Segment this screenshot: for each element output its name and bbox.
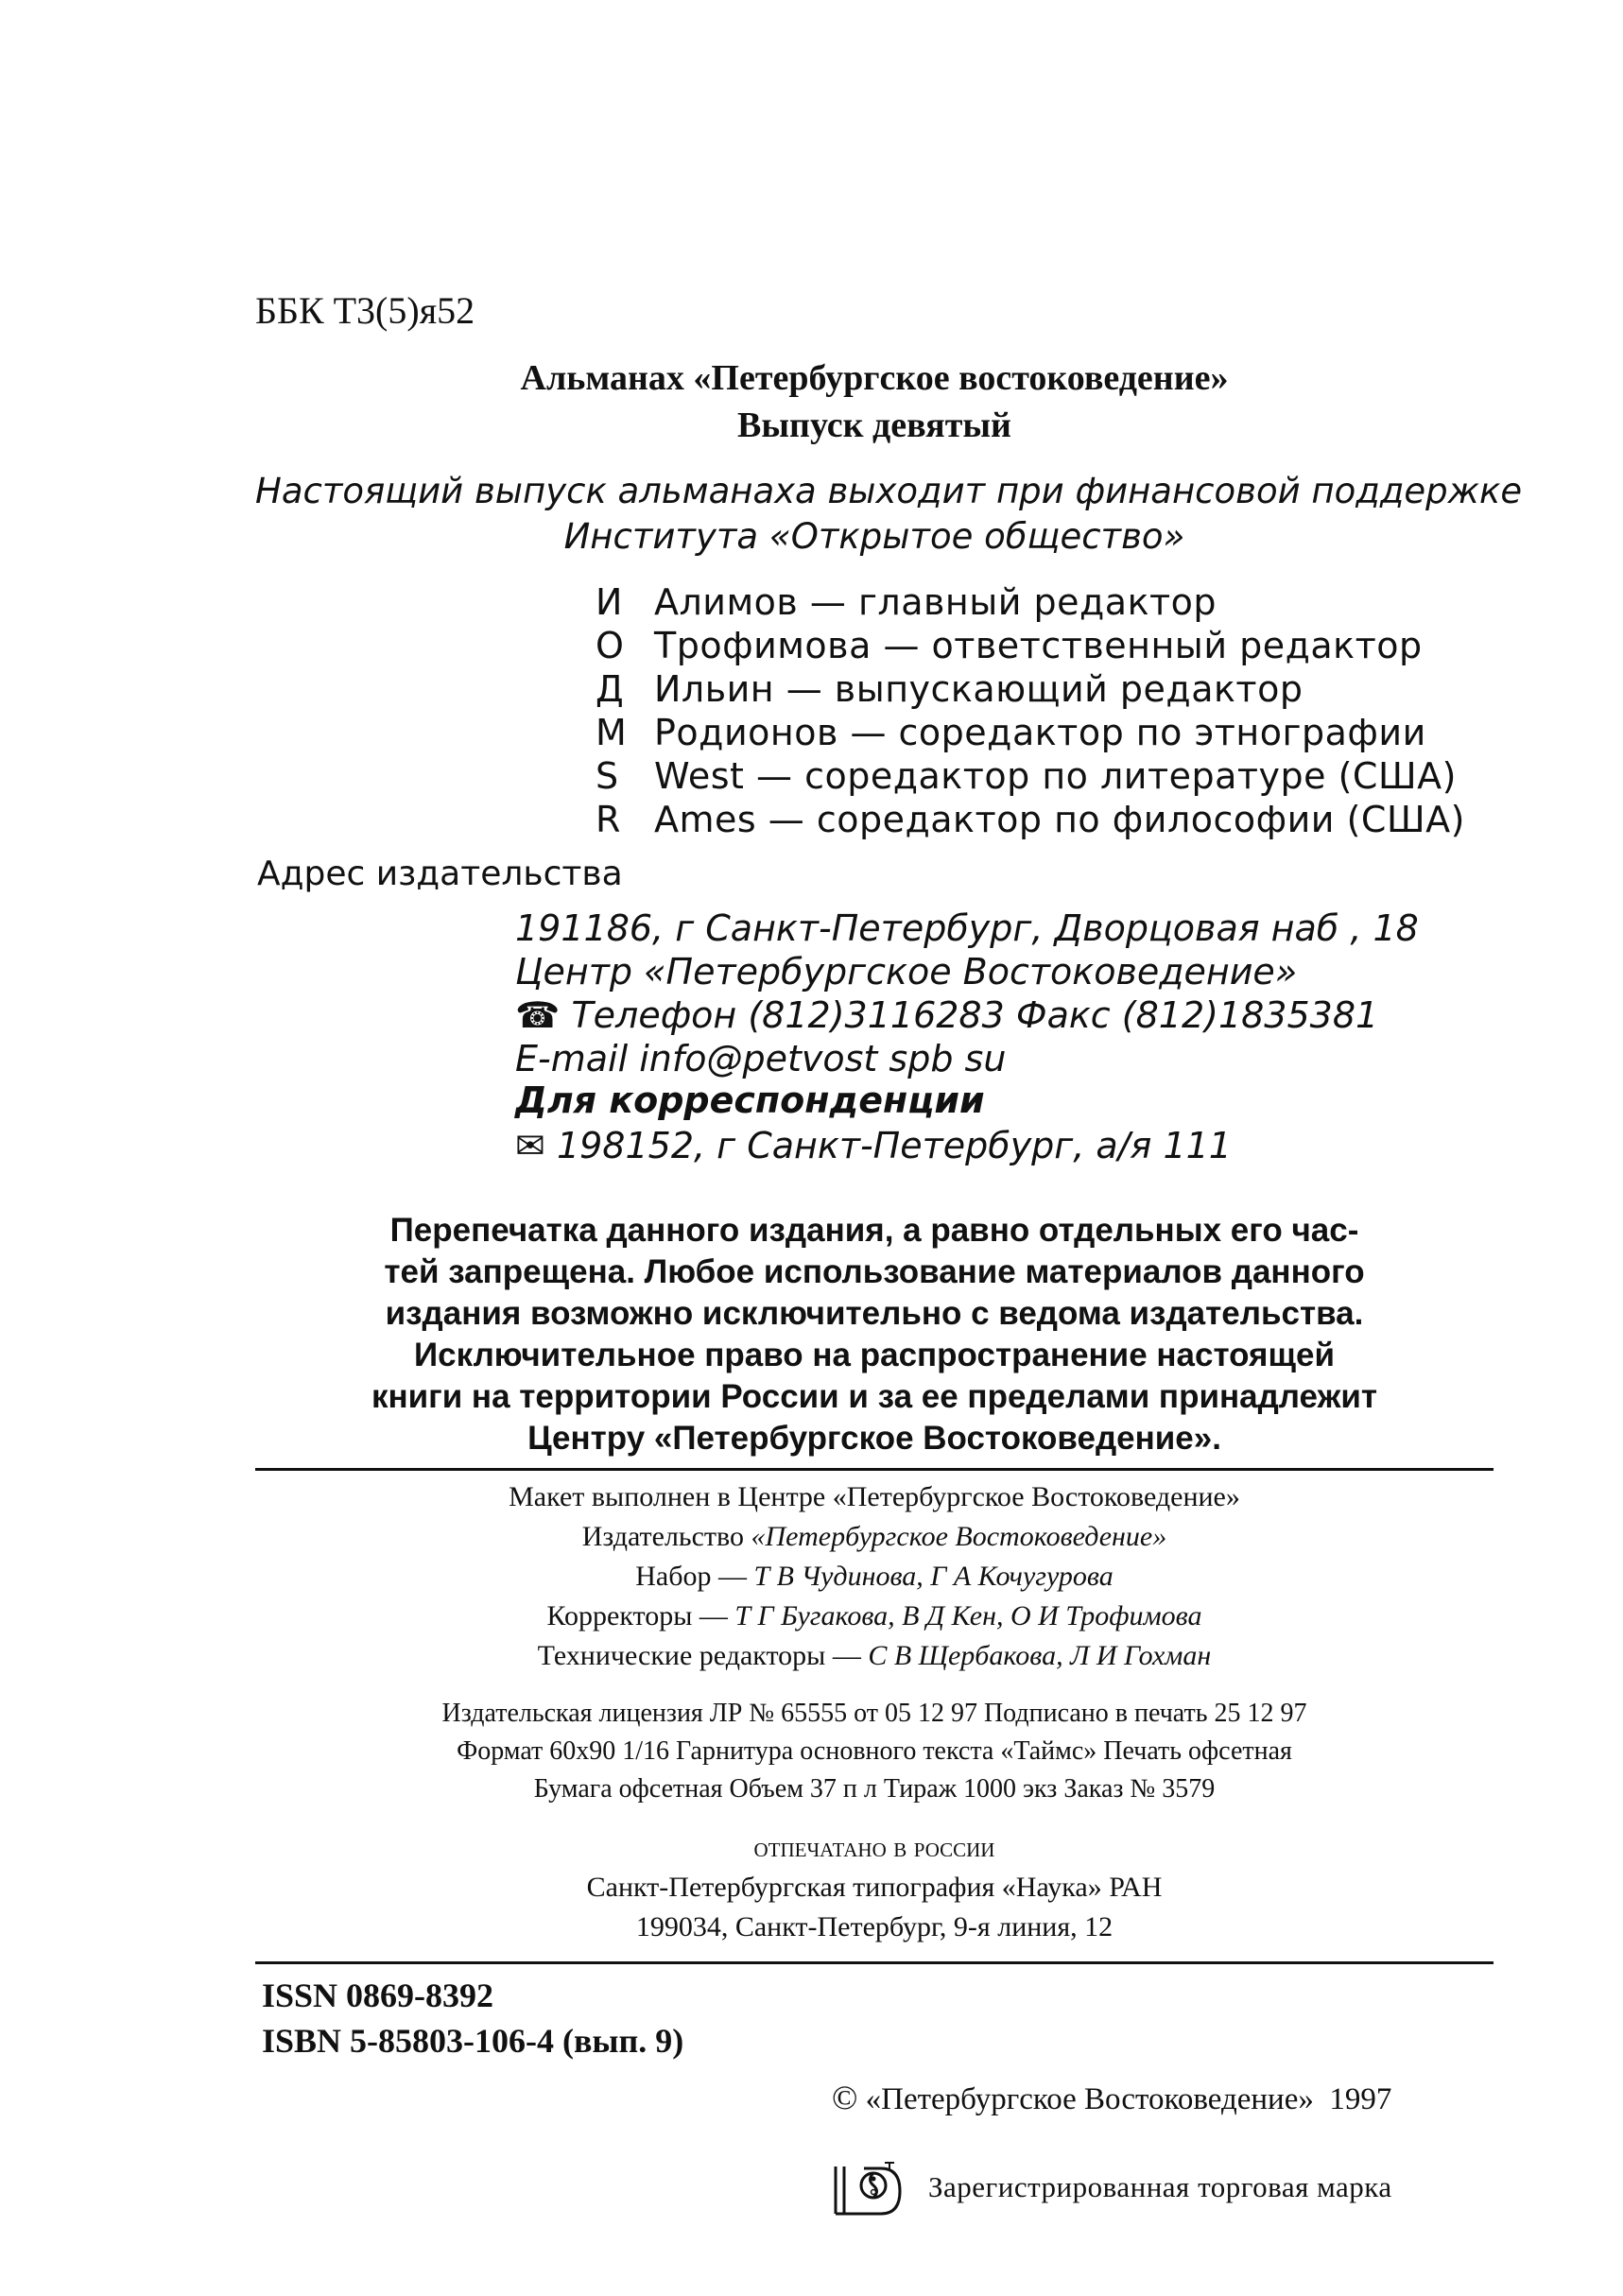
- print-info-line: Формат 60х90 1/16 Гарнитура основного текста «Таймс» Печать офсетная: [457, 1736, 1292, 1766]
- tech-credit: [255, 1640, 1494, 1672]
- editor-initial: И: [596, 581, 623, 623]
- support-line-1: Настоящий выпуск альманаха выходит при финансовой поддержке: [255, 471, 1523, 511]
- printer-address: 199034, Санкт-Петербург, 9-я линия, 12: [635, 1911, 1114, 1942]
- typeset-label: Набор —: [635, 1561, 747, 1592]
- tech-label: Технические редакторы —: [537, 1640, 861, 1671]
- editor-text: Ames — соредактор по философии (США): [654, 799, 1465, 840]
- printed-in-russia: отпечатано в россии: [753, 1832, 995, 1863]
- correspondence-label: Для корреспонденции: [515, 1079, 985, 1121]
- divider: [255, 1468, 1494, 1471]
- copyright-icon: ©: [832, 2079, 858, 2116]
- phone-text: Телефон (812)3116283 Факс (812)1835381: [571, 994, 1379, 1036]
- almanac-title: Альманах «Петербургское востоковедение»: [520, 358, 1229, 398]
- notice-line: издания возможно исключительно с ведома издательства.: [385, 1295, 1364, 1332]
- notice-line: книги на территории России и за ее пределами принадлежит: [371, 1378, 1378, 1415]
- correspondence-line: [515, 1125, 1232, 1166]
- notice-line: Исключительное право на распространение настоящей: [414, 1337, 1335, 1373]
- editor-text: Алимов — главный редактор: [654, 581, 1217, 623]
- phone-icon: ☎: [515, 994, 561, 1036]
- support-line-2: Института «Открытое общество»: [563, 516, 1185, 557]
- copyright-line: [832, 2078, 1391, 2117]
- editor-row: [596, 799, 1465, 840]
- trademark-text: Зарегистрированная торговая марка: [928, 2170, 1392, 2203]
- copyright-year: 1997: [1329, 2082, 1392, 2116]
- phone-line: [515, 994, 1378, 1036]
- editor-row: [596, 625, 1423, 666]
- isbn: ISBN 5-85803-106-4 (вып. 9): [262, 2022, 684, 2060]
- proof-credit: [255, 1600, 1494, 1632]
- printer-name: Санкт-Петербургская типография «Наука» РАН: [586, 1872, 1163, 1903]
- copyright-holder: «Петербургское Востоковедение»: [865, 2082, 1314, 2116]
- address-label: Адрес издательства: [257, 855, 623, 893]
- notice-line: Центру «Петербургское Востоковедение».: [527, 1420, 1221, 1457]
- editor-text: Трофимова — ответственный редактор: [654, 625, 1423, 666]
- tech-names: С В Щербакова, Л И Гохман: [868, 1640, 1212, 1671]
- editor-text: Ильин — выпускающий редактор: [654, 668, 1304, 710]
- publisher-label: Издательство: [581, 1521, 744, 1552]
- editor-initial: О: [596, 625, 625, 666]
- issue-title: Выпуск девятый: [737, 406, 1011, 445]
- notice-line: тей запрещена. Любое использование материалов данного: [384, 1253, 1365, 1290]
- editor-initial: М: [596, 712, 628, 753]
- correspondence-address: 198152, г Санкт-Петербург, а/я 111: [556, 1125, 1232, 1166]
- bbk-code: ББК Т3(5)я52: [255, 289, 475, 332]
- typeset-credit: [255, 1561, 1494, 1593]
- layout-credit: Макет выполнен в Центре «Петербургское Востоковедение»: [509, 1481, 1240, 1512]
- editor-initial: R: [596, 799, 621, 840]
- publisher-name: «Петербургское Востоковедение»: [751, 1521, 1167, 1552]
- address-line-1: 191186, г Санкт-Петербург, Дворцовая наб , 18: [515, 907, 1419, 949]
- address-line-2: Центр «Петербургское Востоковедение»: [515, 951, 1298, 993]
- issn: ISSN 0869-8392: [262, 1977, 494, 2014]
- editor-initial: S: [596, 755, 619, 797]
- divider: [255, 1961, 1494, 1964]
- print-info-line: Бумага офсетная Объем 37 п л Тираж 1000 экз Заказ № 3579: [533, 1774, 1216, 1804]
- editor-row: [596, 668, 1303, 710]
- notice-line: Перепечатка данного издания, а равно отдельных его час-: [389, 1212, 1359, 1249]
- email-line: E-mail info@petvost spb su: [515, 1038, 1007, 1079]
- editor-row: [596, 755, 1457, 797]
- publisher-credit: [255, 1521, 1494, 1553]
- editor-text: West — соредактор по литературе (США): [654, 755, 1457, 797]
- proof-label: Корректоры —: [546, 1600, 728, 1631]
- publisher-logo-icon: [832, 2157, 906, 2218]
- editor-initial: Д: [596, 668, 625, 710]
- editor-row: [596, 712, 1426, 753]
- editor-text: Родионов — соредактор по этнографии: [654, 712, 1426, 753]
- envelope-icon: ✉: [515, 1125, 545, 1166]
- typeset-names: Т В Чудинова, Г А Кочугурова: [753, 1561, 1114, 1592]
- print-info-line: Издательская лицензия ЛР № 65555 от 05 12 97 Подписано в печать 25 12 97: [441, 1699, 1307, 1728]
- editor-row: [596, 581, 1217, 623]
- proof-names: Т Г Бугакова, В Д Кен, О И Трофимова: [734, 1600, 1202, 1631]
- trademark-logo: [832, 2157, 906, 2221]
